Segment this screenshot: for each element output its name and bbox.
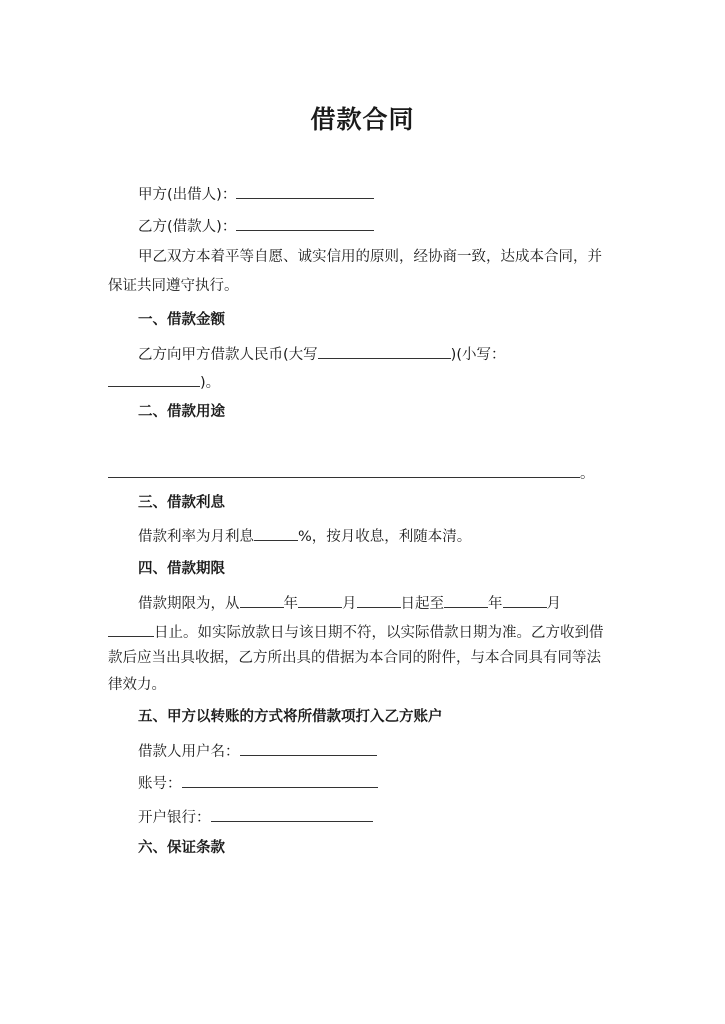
month-label: 月 [342, 596, 357, 612]
section-3-heading: 三、借款利息 [138, 495, 225, 511]
section-4-line-2 [108, 621, 604, 643]
bank-line [138, 806, 373, 828]
party-b-label: 乙方(借款人)： [138, 219, 237, 235]
end-month-blank [503, 592, 547, 608]
account-name-line [138, 740, 377, 762]
party-b-blank [236, 215, 374, 231]
account-no-line [138, 772, 378, 794]
party-a-label: 甲方(出借人)： [138, 187, 237, 203]
section-4-line-1 [138, 592, 561, 614]
section-4-line-4: 律效力。 [108, 677, 166, 693]
day-to-label: 日起至 [400, 596, 444, 612]
section-4-heading: 四、借款期限 [138, 561, 225, 577]
party-b-line [138, 215, 374, 237]
section-1-heading: 一、借款金额 [138, 312, 225, 328]
amount-uppercase-blank [318, 343, 451, 359]
amount-label: 乙方向甲方借款人民币(大写 [138, 347, 318, 363]
year-label: 年 [283, 596, 298, 612]
intro-line-2: 保证共同遵守执行。 [108, 278, 239, 294]
term-label: 借款期限为，从 [138, 596, 240, 612]
purpose-line [108, 462, 595, 484]
account-name-blank [240, 740, 377, 756]
account-no-label: 账号： [138, 776, 182, 792]
interest-label: 借款利率为月利息 [138, 529, 254, 545]
interest-rest: %，按月收息，利随本清。 [298, 529, 472, 545]
section-6-heading: 六、保证条款 [138, 840, 225, 856]
purpose-end: 。 [580, 466, 595, 482]
section-3-text [138, 525, 471, 547]
term-rest: 日止。如实际放款日与该日期不符，以实际借款日期为准。乙方收到借 [154, 625, 604, 641]
year-label-2: 年 [488, 596, 503, 612]
section-2-heading: 二、借款用途 [138, 404, 225, 420]
end-year-blank [444, 592, 488, 608]
section-4-line-3: 款后应当出具收据，乙方所出具的借据为本合同的附件，与本合同具有同等法 [108, 650, 601, 666]
amount-lowercase-blank [108, 371, 200, 387]
amount-lowercase-label: )(小写： [450, 347, 506, 363]
bank-blank [211, 806, 373, 822]
amount-end: )。 [200, 375, 221, 391]
party-a-line [138, 183, 374, 205]
bank-label: 开户银行： [138, 810, 211, 826]
intro-line-1: 甲乙双方本着平等自愿、诚实信用的原则，经协商一致，达成本合同，并 [138, 249, 602, 265]
month-label-2: 月 [546, 596, 561, 612]
purpose-blank [108, 462, 580, 478]
interest-rate-blank [254, 525, 298, 541]
document-title: 借款合同 [310, 105, 415, 134]
start-year-blank [240, 592, 284, 608]
section-5-heading: 五、甲方以转账的方式将所借款项打入乙方账户 [138, 709, 443, 725]
party-a-blank [236, 183, 374, 199]
start-month-blank [298, 592, 342, 608]
section-1-line-1 [138, 343, 505, 365]
account-name-label: 借款人用户名： [138, 744, 240, 760]
account-no-blank [182, 772, 378, 788]
start-day-blank [357, 592, 401, 608]
end-day-blank [108, 621, 154, 637]
section-1-line-2 [108, 371, 220, 393]
